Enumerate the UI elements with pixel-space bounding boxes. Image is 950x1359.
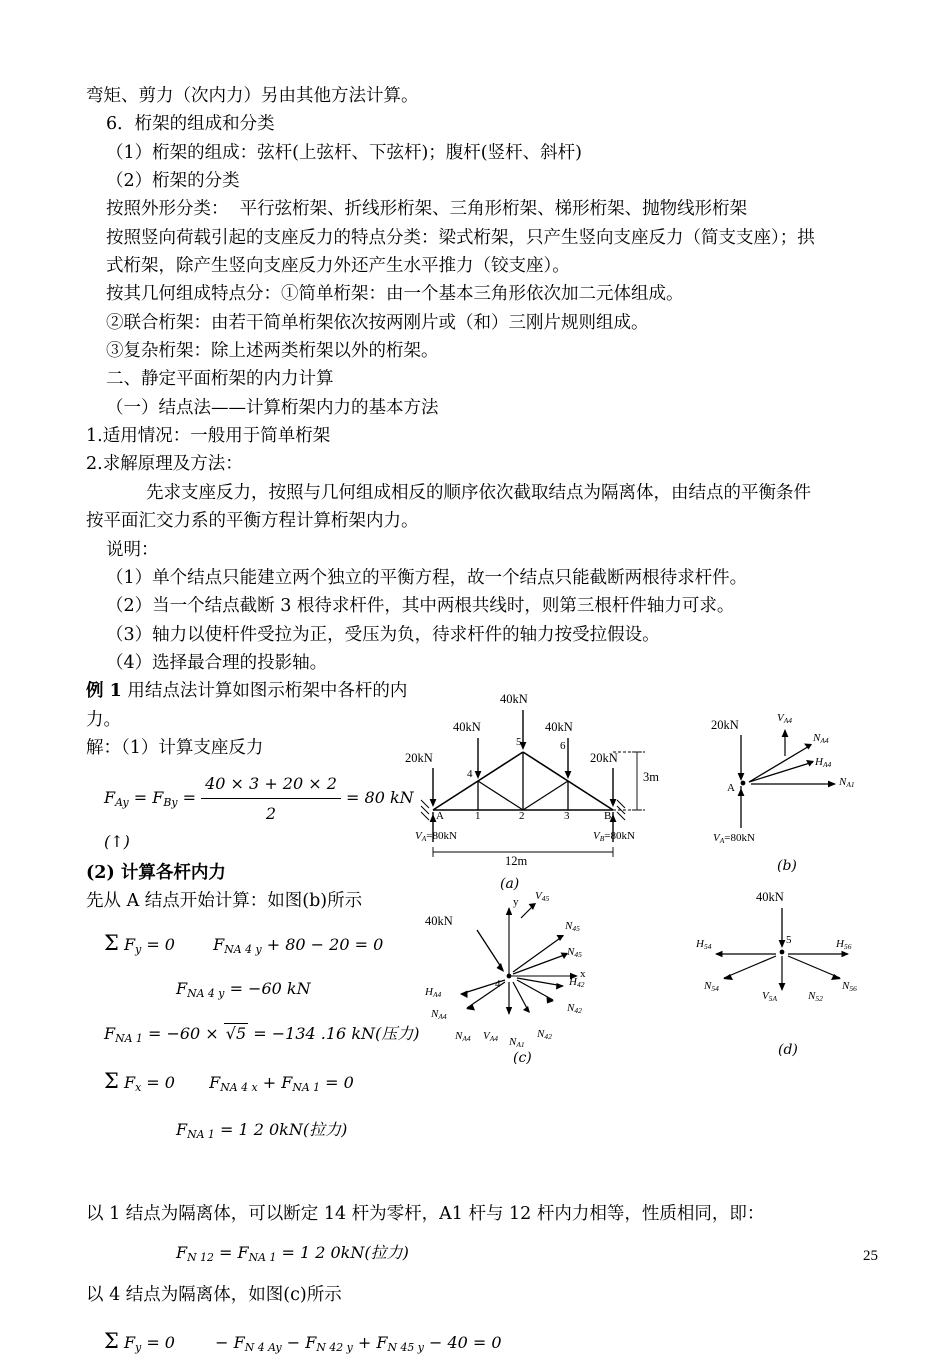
symbol-F: F [104,1023,116,1043]
paragraph-line: （1）单个结点只能建立两个独立的平衡方程，故一个结点只能截断两根待求杆件。 [106,567,748,588]
node-label-A: A [436,810,444,822]
term: − F [215,1332,245,1352]
expression: = 1 2 0kN(拉力) [281,1242,409,1262]
node-label-4: 4 [467,768,473,780]
force-label-N42: $N_{42}$ [537,1028,552,1042]
paragraph-line: 以 4 结点为隔离体，如图(c)所示 [86,1285,342,1306]
force-label-N52: $N_{52}$ [808,990,823,1004]
expression: + 80 − 20 = 0 [266,934,384,954]
denominator: 2 [265,804,277,824]
dimension-span: 12m [505,854,528,868]
reaction-label-VA: $V_A=80kN$ [713,832,755,846]
paragraph-line: 6．桁架的组成和分类 [106,114,275,135]
subscript: x [135,1081,142,1095]
sigma-symbol: Σ [104,930,119,955]
subscript: NA 4 y [187,987,225,1001]
figure-caption-d: (d) [778,1042,798,1058]
equation-4 [86,1064,426,1100]
symbol-F: F [209,1073,221,1093]
load-label-40kN: 40kN [453,720,481,734]
node-label-2: 2 [519,810,525,822]
symbol-F: F [176,1242,188,1262]
equation-1 [86,926,426,962]
dimension-height: 3m [643,770,659,784]
symbol-F: F [123,1332,136,1352]
subscript: NA 4 x [220,1081,258,1095]
paragraph-line: （2）当一个结点截断 3 根待求杆件，其中两根共线时，则第三根杆件轴力可求。 [106,596,735,617]
load-label-20kN: 20kN [590,751,618,765]
symbol-F: F [176,1119,188,1139]
paragraph-line: 先从 A 结点开始计算：如图(b)所示 [86,891,363,912]
paragraph-line: 按平面汇交力系的平衡方程计算桁架内力。 [86,511,419,532]
subscript: N 4 Ay [244,1340,282,1354]
subscript: NA 1 [248,1250,277,1264]
load-label-20kN: 20kN [405,751,433,765]
sigma-symbol: Σ [104,1069,119,1094]
equation-6 [86,1239,876,1268]
node-label-5: 5 [516,736,522,748]
force-label-NA4: $N_{A4}$ [431,1008,447,1022]
expression-tail: = −134 .16 kN(压力) [253,1023,420,1043]
symbol-F: F [237,1242,249,1262]
expression: = 1 2 0kN(拉力) [219,1119,348,1139]
axis-label-x: x [580,968,586,980]
figure-b-joint-a [705,690,875,880]
equation-2 [86,975,426,1004]
equation-7 [86,1324,876,1359]
reaction-label-VB: $V_B=80kN$ [593,830,635,844]
result: = 80 kN (↑) [104,788,414,851]
equals: = [133,788,148,808]
reaction-label-VA: $V_A=80kN$ [415,830,457,844]
subscript: y [135,1340,142,1354]
paragraph-line: （2）桁架的分类 [106,171,240,192]
force-label-H42: $H_{42}$ [569,976,585,990]
figure-caption-b: (b) [777,858,797,874]
numerator: 40 × 3 + 20 × 2 [201,770,341,799]
paragraph-line: 弯矩、剪力（次内力）另由其他方法计算。 [86,86,419,106]
sigma-symbol: Σ [104,1328,119,1353]
load-label-20kN: 20kN [711,718,739,732]
node-label-1: 1 [475,810,481,822]
paragraph-line: ②联合桁架：由若干简单桁架依次按两刚片或（和）三刚片规则组成。 [106,312,649,333]
load-label-40kN: 40kN [500,692,528,706]
force-label-V45: $V_{45}$ [535,890,550,904]
symbol-F: F [123,934,136,954]
force-label-VA4: $V_{A4}$ [777,712,793,726]
node-label-3: 3 [564,810,570,822]
subscript: By [163,796,178,810]
term: − F [286,1332,317,1352]
subscript: Ay [115,796,129,810]
node-label-5: 5 [786,934,792,946]
force-label-N56: $N_{56}$ [842,980,857,994]
load-label-40kN: 40kN [756,890,784,904]
paragraph-line: 说明： [106,539,159,560]
paragraph-line: 以 1 结点为隔离体，可以断定 14 杆为零杆，A1 杆与 12 杆内力相等，性质相同，即： [86,1204,765,1225]
paragraph-line: 先求支座反力，按照与几何组成相反的顺序依次截取结点为隔离体，由结点的平衡条件 [146,482,811,503]
expression: = −60 × [147,1023,219,1043]
paragraph-line: 解：（1）计算支座反力 [86,737,264,758]
equals-zero: = 0 [146,1332,175,1352]
force-label-HA4: $H_{A4}$ [815,756,832,770]
equals-zero: = 0 [325,1073,354,1093]
page-number: 25 [863,1248,878,1264]
term: + F [357,1332,388,1352]
paragraph-line: (2) 计算各杆内力 [86,862,226,883]
paragraph-line: 式桁架，除产生竖向支座反力外还产生水平推力（铰支座）。 [106,256,570,277]
subscript: NA 1 [292,1081,321,1095]
force-label-N45: $N_{45}$ [565,920,580,934]
equation-reaction [86,770,426,855]
node-label-4: 4 [495,978,501,990]
subscript: N 42 y [316,1340,353,1354]
equals-zero: = 0 [146,1073,175,1093]
node-label-A: A [727,782,735,794]
force-label-NA4: $N_{A4}$ [813,732,829,746]
force-label-NA1: $N_{A1}$ [509,1036,525,1050]
load-label-40kN: 40kN [425,914,453,928]
expression: = −60 kN [229,979,311,999]
figure-caption-c: (c) [513,1050,532,1066]
equation-5 [86,1116,426,1145]
subscript: NA 1 [115,1031,143,1045]
node-label-B: B [604,810,612,822]
section-heading: 二、静定平面桁架的内力计算 [106,369,334,390]
figure-c-joint-4 [417,890,667,1070]
subsection-heading: （一）结点法——计算桁架内力的基本方法 [106,397,439,418]
load-label-40kN: 40kN [545,720,573,734]
example-number: 例 1 [86,681,122,702]
paragraph-line: 按照竖向荷载引起的支座反力的特点分类：梁式桁架，只产生竖向支座反力（简支支座）；拱 [106,227,815,248]
example-line [86,677,426,734]
symbol-F: F [281,1073,293,1093]
force-label-VA4: $V_{A4}$ [483,1030,499,1044]
subscript: NA 1 [187,1127,215,1141]
symbol-F: F [213,934,225,954]
force-label-H54: $H_{54}$ [696,938,712,952]
force-label-V5A: $V_{5A}$ [762,990,778,1004]
paragraph-line: 按其几何组成特点分：①简单桁架：由一个基本三角形依次加二元体组成。 [106,284,684,305]
paragraph-line: （4）选择最合理的投影轴。 [106,652,328,673]
paragraph-line: 按照外形分类： 平行弦桁架、折线形桁架、三角形桁架、梯形桁架、抛物线形桁架 [106,199,748,220]
equals: = [219,1242,233,1262]
paragraph-line: 1.适用情况：一般用于简单桁架 [86,426,331,447]
axis-label-y: y [513,896,519,908]
subscript: NA 4 y [224,942,262,956]
example-text: 用结点法计算如图示桁架中各杆的内力。 [86,681,408,730]
symbol-F: F [152,788,164,808]
force-label-HA4: $H_{A4}$ [425,986,442,1000]
node-label-6: 6 [560,740,566,752]
figure-group [405,690,875,1070]
force-label-N45b: $N_{45}$ [567,946,582,960]
symbol-F: F [123,1073,136,1093]
force-label-NA1: $N_{A1}$ [839,776,855,790]
figure-caption-a: (a) [500,876,520,892]
subscript: y [135,942,142,956]
subscript: N 45 y [387,1340,424,1354]
plus: + [262,1073,277,1093]
symbol-F: F [104,788,116,808]
sqrt: √5 [225,1023,247,1043]
equals-zero: = 0 [146,934,175,954]
paragraph-line: （3）轴力以使杆件受拉为正，受压为负，待求杆件的轴力按受拉假设。 [106,624,660,645]
expression-tail: − 40 = 0 [428,1332,502,1352]
force-label-N42b: $N_{42}$ [567,1002,582,1016]
subscript: N 12 [187,1250,214,1264]
force-label-NA4b: $N_{A4}$ [455,1030,471,1044]
figure-d-joint-5 [690,886,880,1066]
figure-a-truss [405,690,660,892]
paragraph-line: （1）桁架的组成：弦杆(上弦杆、下弦杆)；腹杆(竖杆、斜杆) [106,142,582,163]
equation-3 [86,1020,426,1049]
equals: = [182,788,197,808]
symbol-F: F [176,979,188,999]
paragraph-line: 2.求解原理及方法： [86,454,243,475]
fraction [201,770,341,827]
paragraph-line: ③复杂桁架：除上述两类桁架以外的桁架。 [106,341,439,362]
force-label-H56: $H_{56}$ [836,938,852,952]
force-label-N54: $N_{54}$ [704,980,719,994]
